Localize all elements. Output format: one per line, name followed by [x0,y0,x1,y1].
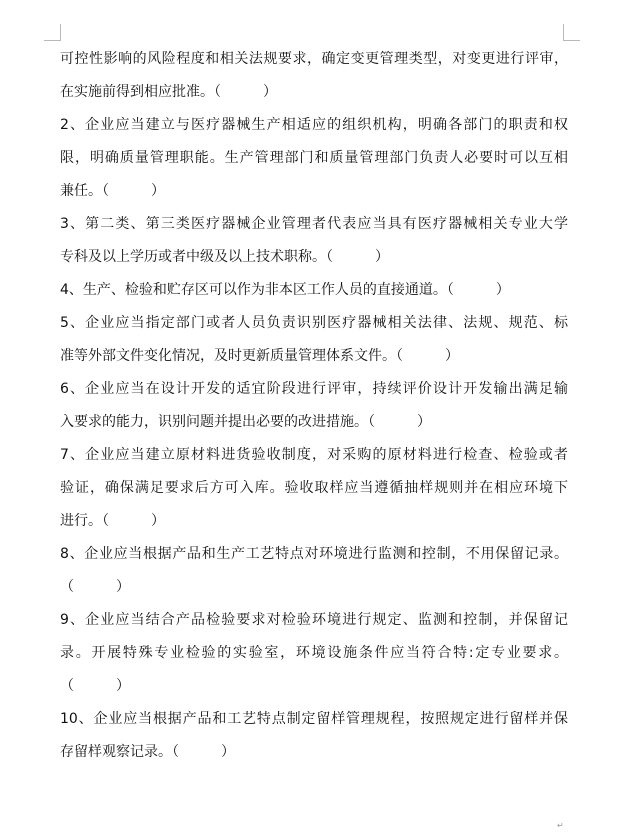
document-body [60,43,568,769]
text-line: 存留样观察记录。（ ） [60,744,235,760]
text-line: 进行。（ ） [60,513,165,529]
margin-corner-top-left [44,24,61,41]
text-line: 可控性影响的风险程度和相关法规要求，确定变更管理类型，对变更进行评审， [60,51,568,67]
text-line: 兼任。（ ） [60,183,165,199]
question-3-line: 3、第二类、第三类医疗器械企业管理者代表应当具有医疗器械相关专业大学 [60,216,568,232]
text-line: 准等外部文件变化情况，及时更新质量管理体系文件。（ ） [60,348,459,364]
question-8-line: 8、企业应当根据产品和生产工艺特点对环境进行监测和控制，不用保留记录。 [60,546,568,562]
margin-corner-top-right [563,24,580,41]
text-line: 验证，确保满足要求后方可入库。验收取样应当遵循抽样规则并在相应环境下 [60,480,568,496]
question-2-line: 2、企业应当建立与医疗器械生产相适应的组织机构，明确各部门的职责和权 [60,117,568,133]
text-line: 限，明确质量管理职能。生产管理部门和质量管理部门负责人必要时可以互相 [60,150,568,166]
text-line: 专科及以上学历或者中级及以上技术职称。（ ） [60,249,389,265]
paragraph-mark: ↵ [557,821,564,830]
question-4-line: 4、生产、检验和贮存区可以作为非本区工作人员的直接通道。（ ） [60,282,510,298]
question-5-line: 5、企业应当指定部门或者人员负责识别医疗器械相关法律、法规、规范、标 [60,315,568,331]
text-line: （ ） [60,678,130,694]
text-line: （ ） [60,579,130,595]
question-10-line: 10、企业应当根据产品和工艺特点制定留样管理规程，按照规定进行留样并保 [60,711,568,727]
text-line: 录。开展特殊专业检验的实验室，环境设施条件应当符合特:定专业要求。 [60,645,568,661]
text-line: 在实施前得到相应批准。（ ） [60,84,277,100]
question-7-line: 7、企业应当建立原材料进货验收制度，对采购的原材料进行检查、检验或者 [60,447,568,463]
question-6-line: 6、企业应当在设计开发的适宜阶段进行评审，持续评价设计开发输出满足输 [60,381,568,397]
question-9-line: 9、企业应当结合产品检验要求对检验环境进行规定、监测和控制，并保留记 [60,612,568,628]
text-line: 入要求的能力，识别问题并提出必要的改进措施。（ ） [60,414,431,430]
